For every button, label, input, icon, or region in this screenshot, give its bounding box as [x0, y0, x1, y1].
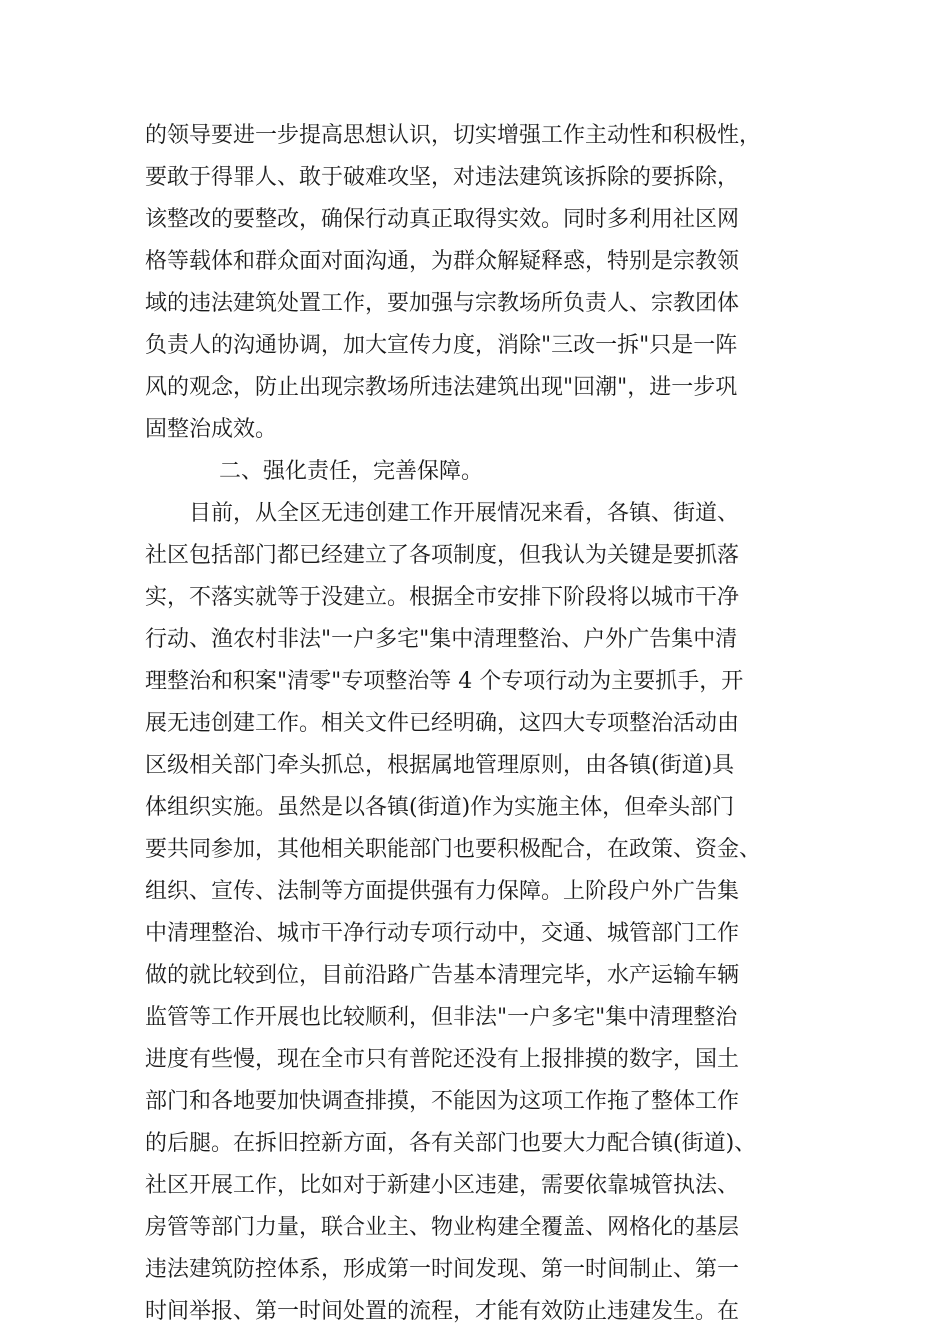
text-line: 区级相关部门牵头抓总，根据属地管理原则，由各镇(街道)具 — [145, 753, 735, 778]
text-line: 要敢于得罪人、敢于破难攻坚，对违法建筑该拆除的要拆除， — [145, 165, 740, 190]
text-line: 固整治成效。 — [145, 417, 278, 442]
text-line: 中清理整治、城市干净行动专项行动中，交通、城管部门工作 — [145, 921, 740, 946]
text-line: 违法建筑防控体系，形成第一时间发现、第一时间制止、第一 — [145, 1257, 740, 1282]
text-line: 做的就比较到位，目前沿路广告基本清理完毕，水产运输车辆 — [145, 963, 740, 988]
text-line: 展无违创建工作。相关文件已经明确，这四大专项整治活动由 — [145, 711, 740, 736]
text-line: 该整改的要整改，确保行动真正取得实效。同时多利用社区网 — [145, 207, 740, 232]
text-line: 时间举报、第一时间处置的流程，才能有效防止违建发生。在 — [145, 1299, 740, 1324]
text-line: 房管等部门力量，联合业主、物业构建全覆盖、网格化的基层 — [145, 1215, 740, 1240]
text-line: 监管等工作开展也比较顺利，但非法"一户多宅"集中清理整治 — [145, 1005, 738, 1030]
text-line: 的领导要进一步提高思想认识，切实增强工作主动性和积极性， — [145, 123, 762, 148]
text-line: 格等载体和群众面对面沟通，为群众解疑释惑，特别是宗教领 — [145, 249, 740, 274]
text-line: 部门和各地要加快调查排摸，不能因为这项工作拖了整体工作 — [145, 1089, 740, 1114]
text-line: 组织、宣传、法制等方面提供强有力保障。上阶段户外广告集 — [145, 879, 740, 904]
text-line: 负责人的沟通协调，加大宣传力度，消除"三改一拆"只是一阵 — [145, 333, 738, 358]
text-line: 进度有些慢，现在全市只有普陀还没有上报排摸的数字，国土 — [145, 1047, 740, 1072]
text-line: 社区包括部门都已经建立了各项制度，但我认为关键是要抓落 — [145, 543, 740, 568]
text-line: 社区开展工作，比如对于新建小区违建，需要依靠城管执法、 — [145, 1173, 740, 1198]
text-line: 风的观念，防止出现宗教场所违法建筑出现"回潮"，进一步巩 — [145, 375, 738, 400]
text-line: 理整治和积案"清零"专项整治等 4 个专项行动为主要抓手，开 — [145, 669, 744, 694]
document-body — [145, 115, 805, 1333]
text-line: 实，不落实就等于没建立。根据全市安排下阶段将以城市干净 — [145, 585, 740, 610]
text-line: 行动、渔农村非法"一户多宅"集中清理整治、户外广告集中清 — [145, 627, 738, 652]
text-line: 目前，从全区无违创建工作开展情况来看，各镇、街道、 — [189, 501, 740, 526]
section-heading: 二、强化责任，完善保障。 — [219, 459, 484, 484]
text-line: 要共同参加，其他相关职能部门也要积极配合，在政策、资金、 — [145, 837, 762, 862]
text-line: 的后腿。在拆旧控新方面，各有关部门也要大力配合镇(街道)、 — [145, 1131, 757, 1156]
text-line: 域的违法建筑处置工作，要加强与宗教场所负责人、宗教团体 — [145, 291, 740, 316]
text-line: 体组织实施。虽然是以各镇(街道)作为实施主体，但牵头部门 — [145, 795, 735, 820]
